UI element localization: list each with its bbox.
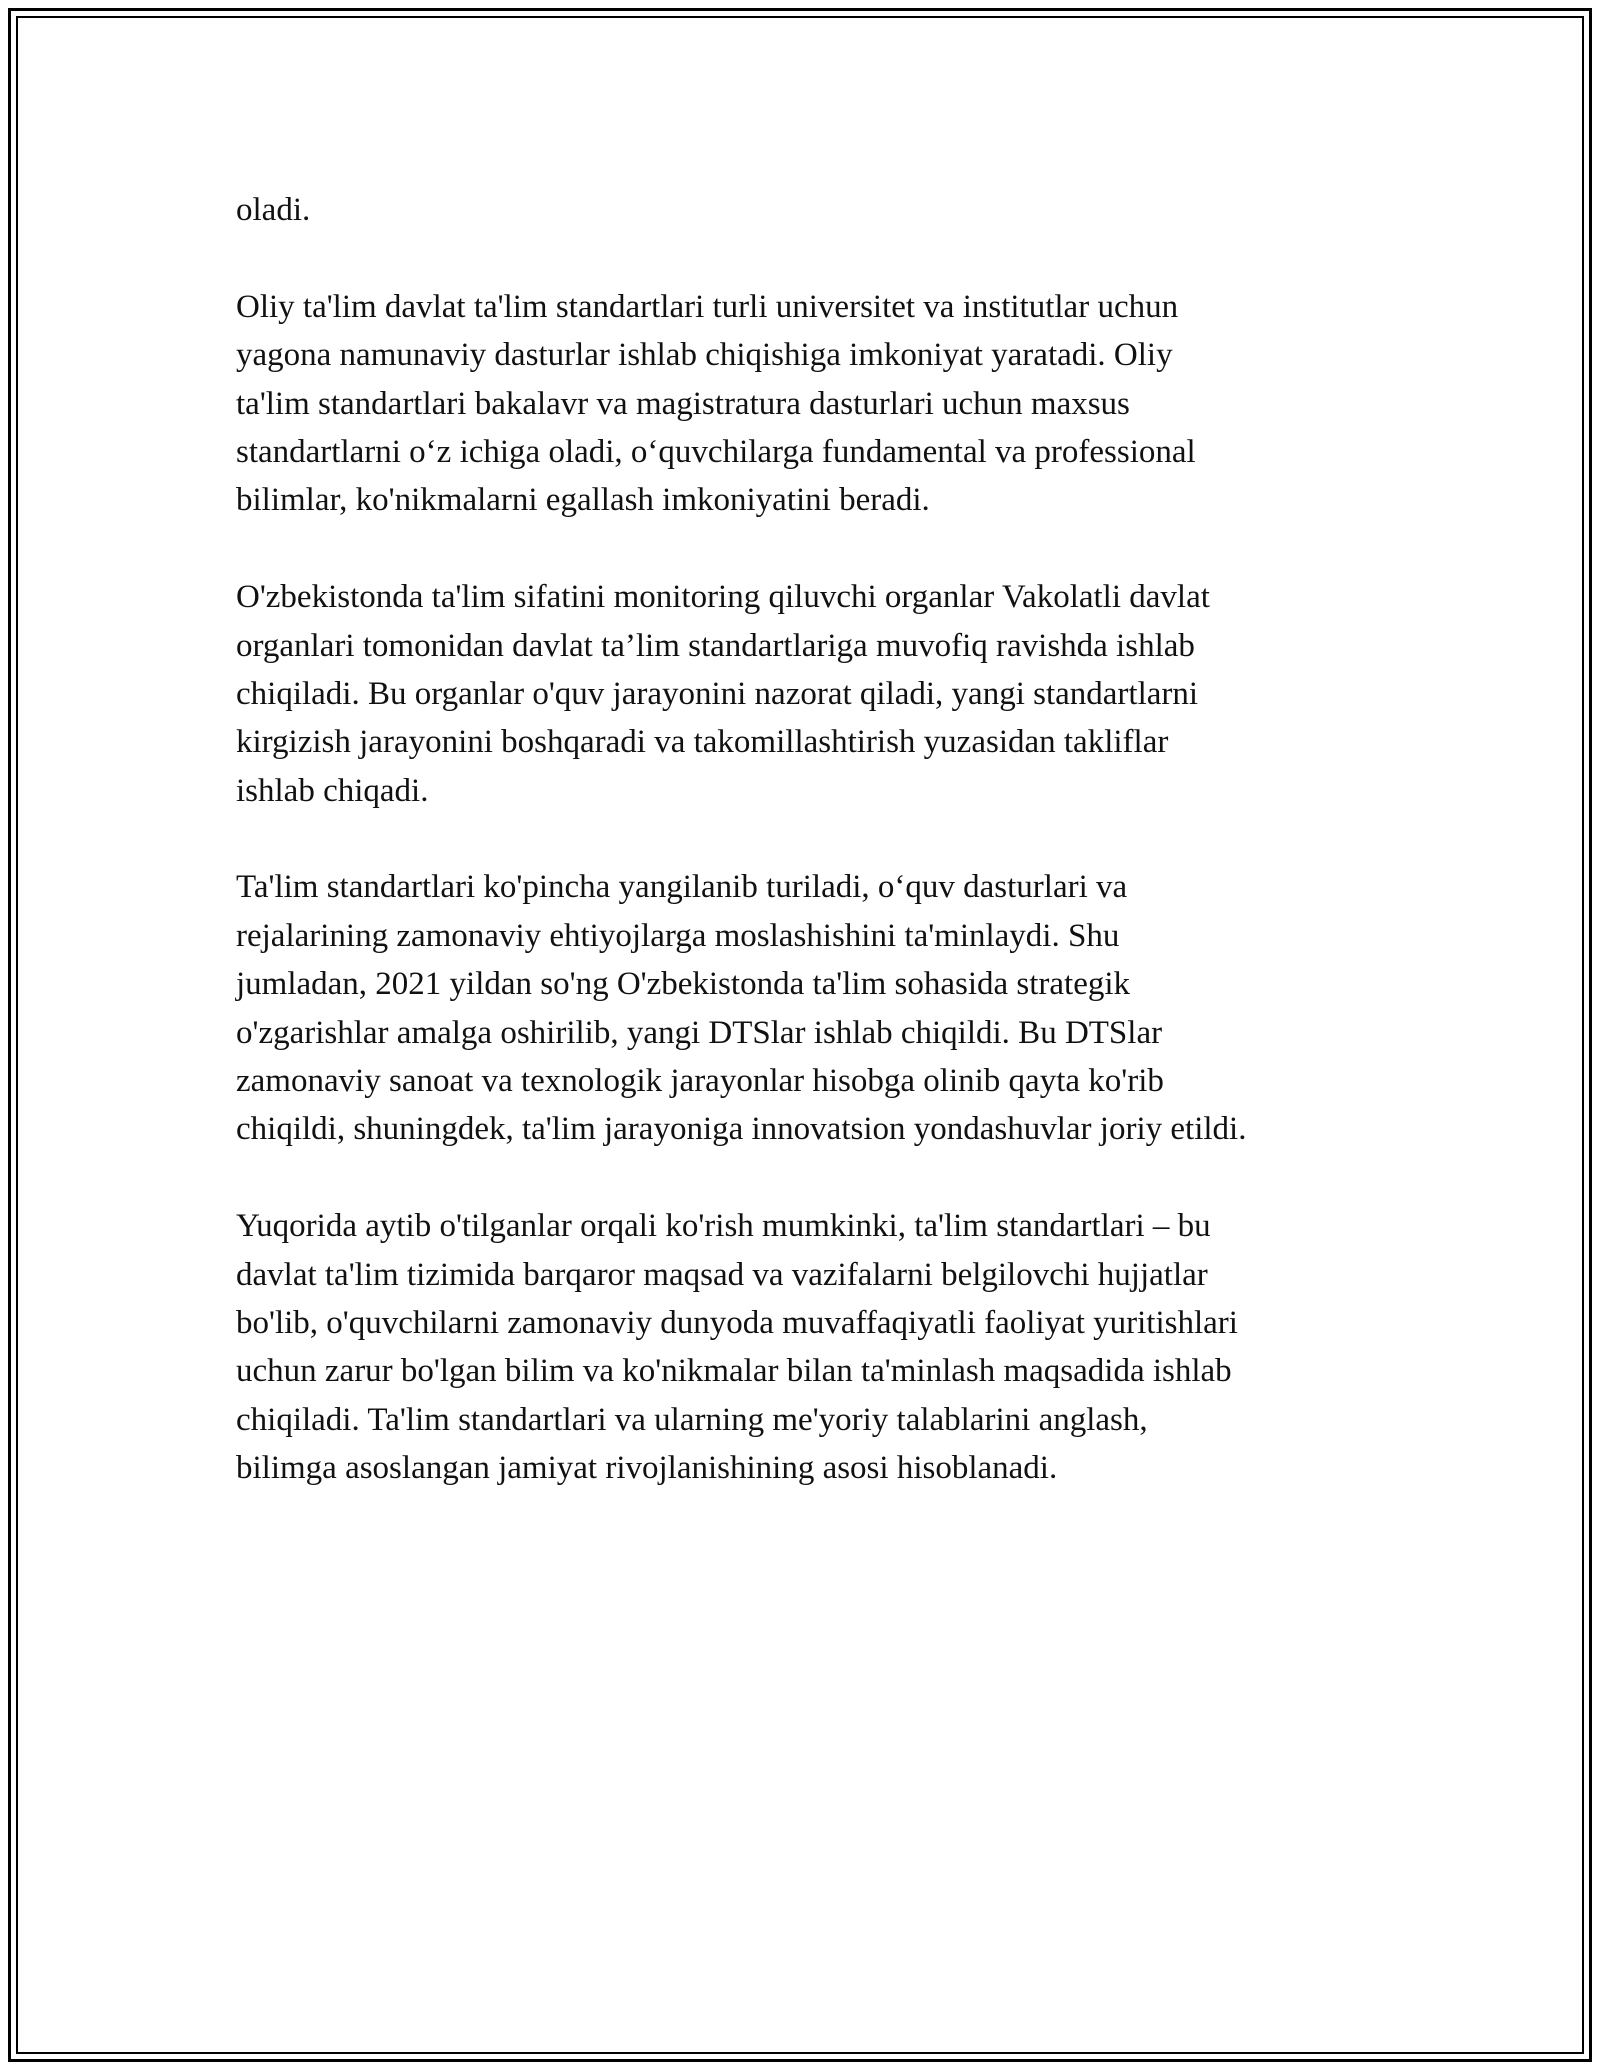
text-line: oladi.: [236, 192, 311, 228]
paragraph-higher-education-standards: [236, 283, 1376, 525]
text-line: organlari tomonidan davlat ta’lim standartlariga muvofiq ravishda ishlab: [236, 627, 1195, 664]
text-line: kirgizish jarayonini boshqaradi va takomillashtirish yuzasidan takliflar: [236, 724, 1169, 761]
text-line: Ta'lim standartlari ko'pincha yangilanib turiladi, o‘quv dasturlari va: [236, 869, 1128, 906]
text-line: yagona namunaviy dasturlar ishlab chiqishiga imkoniyat yaratadi. Oliy: [236, 337, 1173, 374]
text-line: chiqildi, shuningdek, ta'lim jarayoniga innovatsion yondashuvlar joriy etildi.: [236, 1111, 1247, 1148]
text-line: zamonaviy sanoat va texnologik jarayonlar hisobga olinib qayta ko'rib: [236, 1063, 1164, 1100]
paragraph-monitoring-bodies: [236, 573, 1376, 815]
text-line: bilimga asoslangan jamiyat rivojlanishining asosi hisoblanadi.: [236, 1450, 1058, 1487]
text-line: chiqiladi. Bu organlar o'quv jarayonini nazorat qiladi, yangi standartlarni: [236, 675, 1199, 712]
text-line: O'zbekistonda ta'lim sifatini monitoring qiluvchi organlar Vakolatli davlat: [236, 579, 1210, 616]
paragraph-continuation: [236, 186, 1376, 234]
text-line: o'zgarishlar amalga oshirilib, yangi DTSlar ishlab chiqildi. Bu DTSlar: [236, 1014, 1163, 1051]
text-line: bo'lib, o'quvchilarni zamonaviy dunyoda muvaffaqiyatli faoliyat yuritishlari: [236, 1304, 1238, 1341]
text-line: Yuqorida aytib o'tilganlar orqali ko'rish mumkinki, ta'lim standartlari – bu: [236, 1208, 1211, 1245]
text-line: bilimlar, ko'nikmalarni egallash imkoniyatini beradi.: [236, 482, 930, 519]
paragraph-conclusion: [236, 1202, 1376, 1492]
text-line: davlat ta'lim tizimida barqaror maqsad va vazifalarni belgilovchi hujjatlar: [236, 1256, 1208, 1293]
paragraph-standards-updates: [236, 863, 1376, 1153]
text-line: rejalarining zamonaviy ehtiyojlarga moslashishini ta'minlaydi. Shu: [236, 917, 1120, 954]
document-body: [236, 186, 1376, 1541]
text-line: jumladan, 2021 yildan so'ng O'zbekistonda ta'lim sohasida strategik: [236, 966, 1131, 1003]
text-line: uchun zarur bo'lgan bilim va ko'nikmalar bilan ta'minlash maqsadida ishlab: [236, 1353, 1232, 1390]
text-line: Oliy ta'lim davlat ta'lim standartlari turli universitet va institutlar uchun: [236, 288, 1179, 325]
text-line: ta'lim standartlari bakalavr va magistratura dasturlari uchun maxsus: [236, 385, 1130, 422]
text-line: standartlarni o‘z ichiga oladi, o‘quvchilarga fundamental va professional: [236, 433, 1196, 470]
text-line: ishlab chiqadi.: [236, 772, 429, 809]
text-line: chiqiladi. Ta'lim standartlari va ularning me'yoriy talablarini anglash,: [236, 1401, 1148, 1438]
